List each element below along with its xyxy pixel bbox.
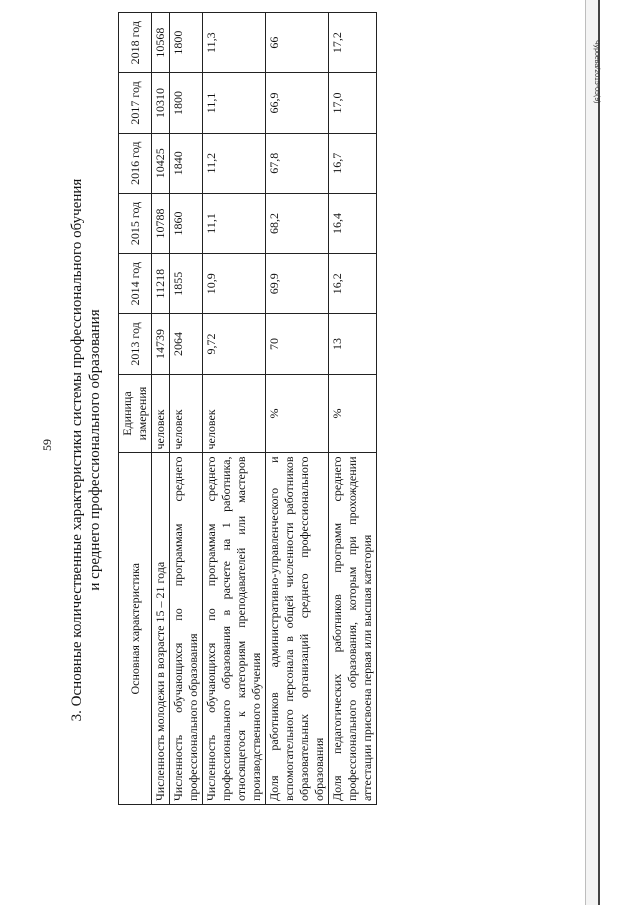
row-value: 10310 bbox=[152, 73, 170, 133]
row-value: 10,9 bbox=[203, 254, 266, 314]
row-label: Численность молодежи в возрасте 15 – 21 года bbox=[152, 453, 170, 805]
row-value: 17,2 bbox=[329, 13, 377, 73]
header-year: 2013 год bbox=[119, 314, 152, 374]
row-unit: человек bbox=[170, 374, 203, 453]
row-unit: % bbox=[329, 374, 377, 453]
row-value: 11,3 bbox=[203, 13, 266, 73]
row-value: 67,8 bbox=[266, 133, 329, 193]
page-title bbox=[68, 155, 104, 745]
table-row bbox=[203, 13, 266, 805]
row-value: 11218 bbox=[152, 254, 170, 314]
row-value: 9,72 bbox=[203, 314, 266, 374]
header-year: 2016 год bbox=[119, 133, 152, 193]
row-value: 1800 bbox=[170, 13, 203, 73]
row-value: 16,2 bbox=[329, 254, 377, 314]
header-year: 2014 год bbox=[119, 254, 152, 314]
row-value: 11,2 bbox=[203, 133, 266, 193]
row-value: 11,1 bbox=[203, 193, 266, 253]
row-value: 1860 bbox=[170, 193, 203, 253]
row-value: 69,9 bbox=[266, 254, 329, 314]
row-unit: человек bbox=[203, 374, 266, 453]
row-unit: человек bbox=[152, 374, 170, 453]
side-stamp: Чуроева/2015-05(9) bbox=[593, 40, 600, 104]
page-number: 59 bbox=[40, 439, 54, 451]
title-line-2: и среднего профессионального образования bbox=[87, 309, 103, 591]
table-row bbox=[329, 13, 377, 805]
table-row bbox=[266, 13, 329, 805]
row-value: 13 bbox=[329, 314, 377, 374]
header-year: 2018 год bbox=[119, 13, 152, 73]
header-characteristic: Основная характеристика bbox=[119, 453, 152, 805]
row-unit: % bbox=[266, 374, 329, 453]
header-unit: Единица измерения bbox=[119, 374, 152, 453]
row-value: 16,7 bbox=[329, 133, 377, 193]
row-label: Доля педагогических работников программ среднего профессионального образования, которым при прохождении аттестации присвоена первая или высшая категория bbox=[329, 453, 377, 805]
row-label: Численность обучающихся по программам среднего профессионального образования bbox=[170, 453, 203, 805]
row-value: 1840 bbox=[170, 133, 203, 193]
row-value: 17,0 bbox=[329, 73, 377, 133]
row-value: 70 bbox=[266, 314, 329, 374]
row-value: 11,1 bbox=[203, 73, 266, 133]
row-label: Доля работников административно-управленческого и вспомогательного персонала в общей численности работников образовательных организаций среднего профессионального образования bbox=[266, 453, 329, 805]
table-row bbox=[152, 13, 170, 805]
header-year: 2015 год bbox=[119, 193, 152, 253]
row-label: Численность обучающихся по программам среднего профессионального образования в расчете на 1 работника, относящегося к категориям преподавателей или мастеров производственного обучения bbox=[203, 453, 266, 805]
row-value: 14739 bbox=[152, 314, 170, 374]
row-value: 10568 bbox=[152, 13, 170, 73]
row-value: 68,2 bbox=[266, 193, 329, 253]
row-value: 1855 bbox=[170, 254, 203, 314]
table-row bbox=[170, 13, 203, 805]
header-year: 2017 год bbox=[119, 73, 152, 133]
row-value: 10788 bbox=[152, 193, 170, 253]
row-value: 2064 bbox=[170, 314, 203, 374]
row-value: 1800 bbox=[170, 73, 203, 133]
characteristics-table bbox=[118, 12, 377, 805]
title-line-1: 3. Основные количественные характеристики системы профессионального обучения bbox=[69, 178, 85, 722]
row-value: 10425 bbox=[152, 133, 170, 193]
table-header-row bbox=[119, 13, 152, 805]
row-value: 66,9 bbox=[266, 73, 329, 133]
row-value: 16,4 bbox=[329, 193, 377, 253]
row-value: 66 bbox=[266, 13, 329, 73]
